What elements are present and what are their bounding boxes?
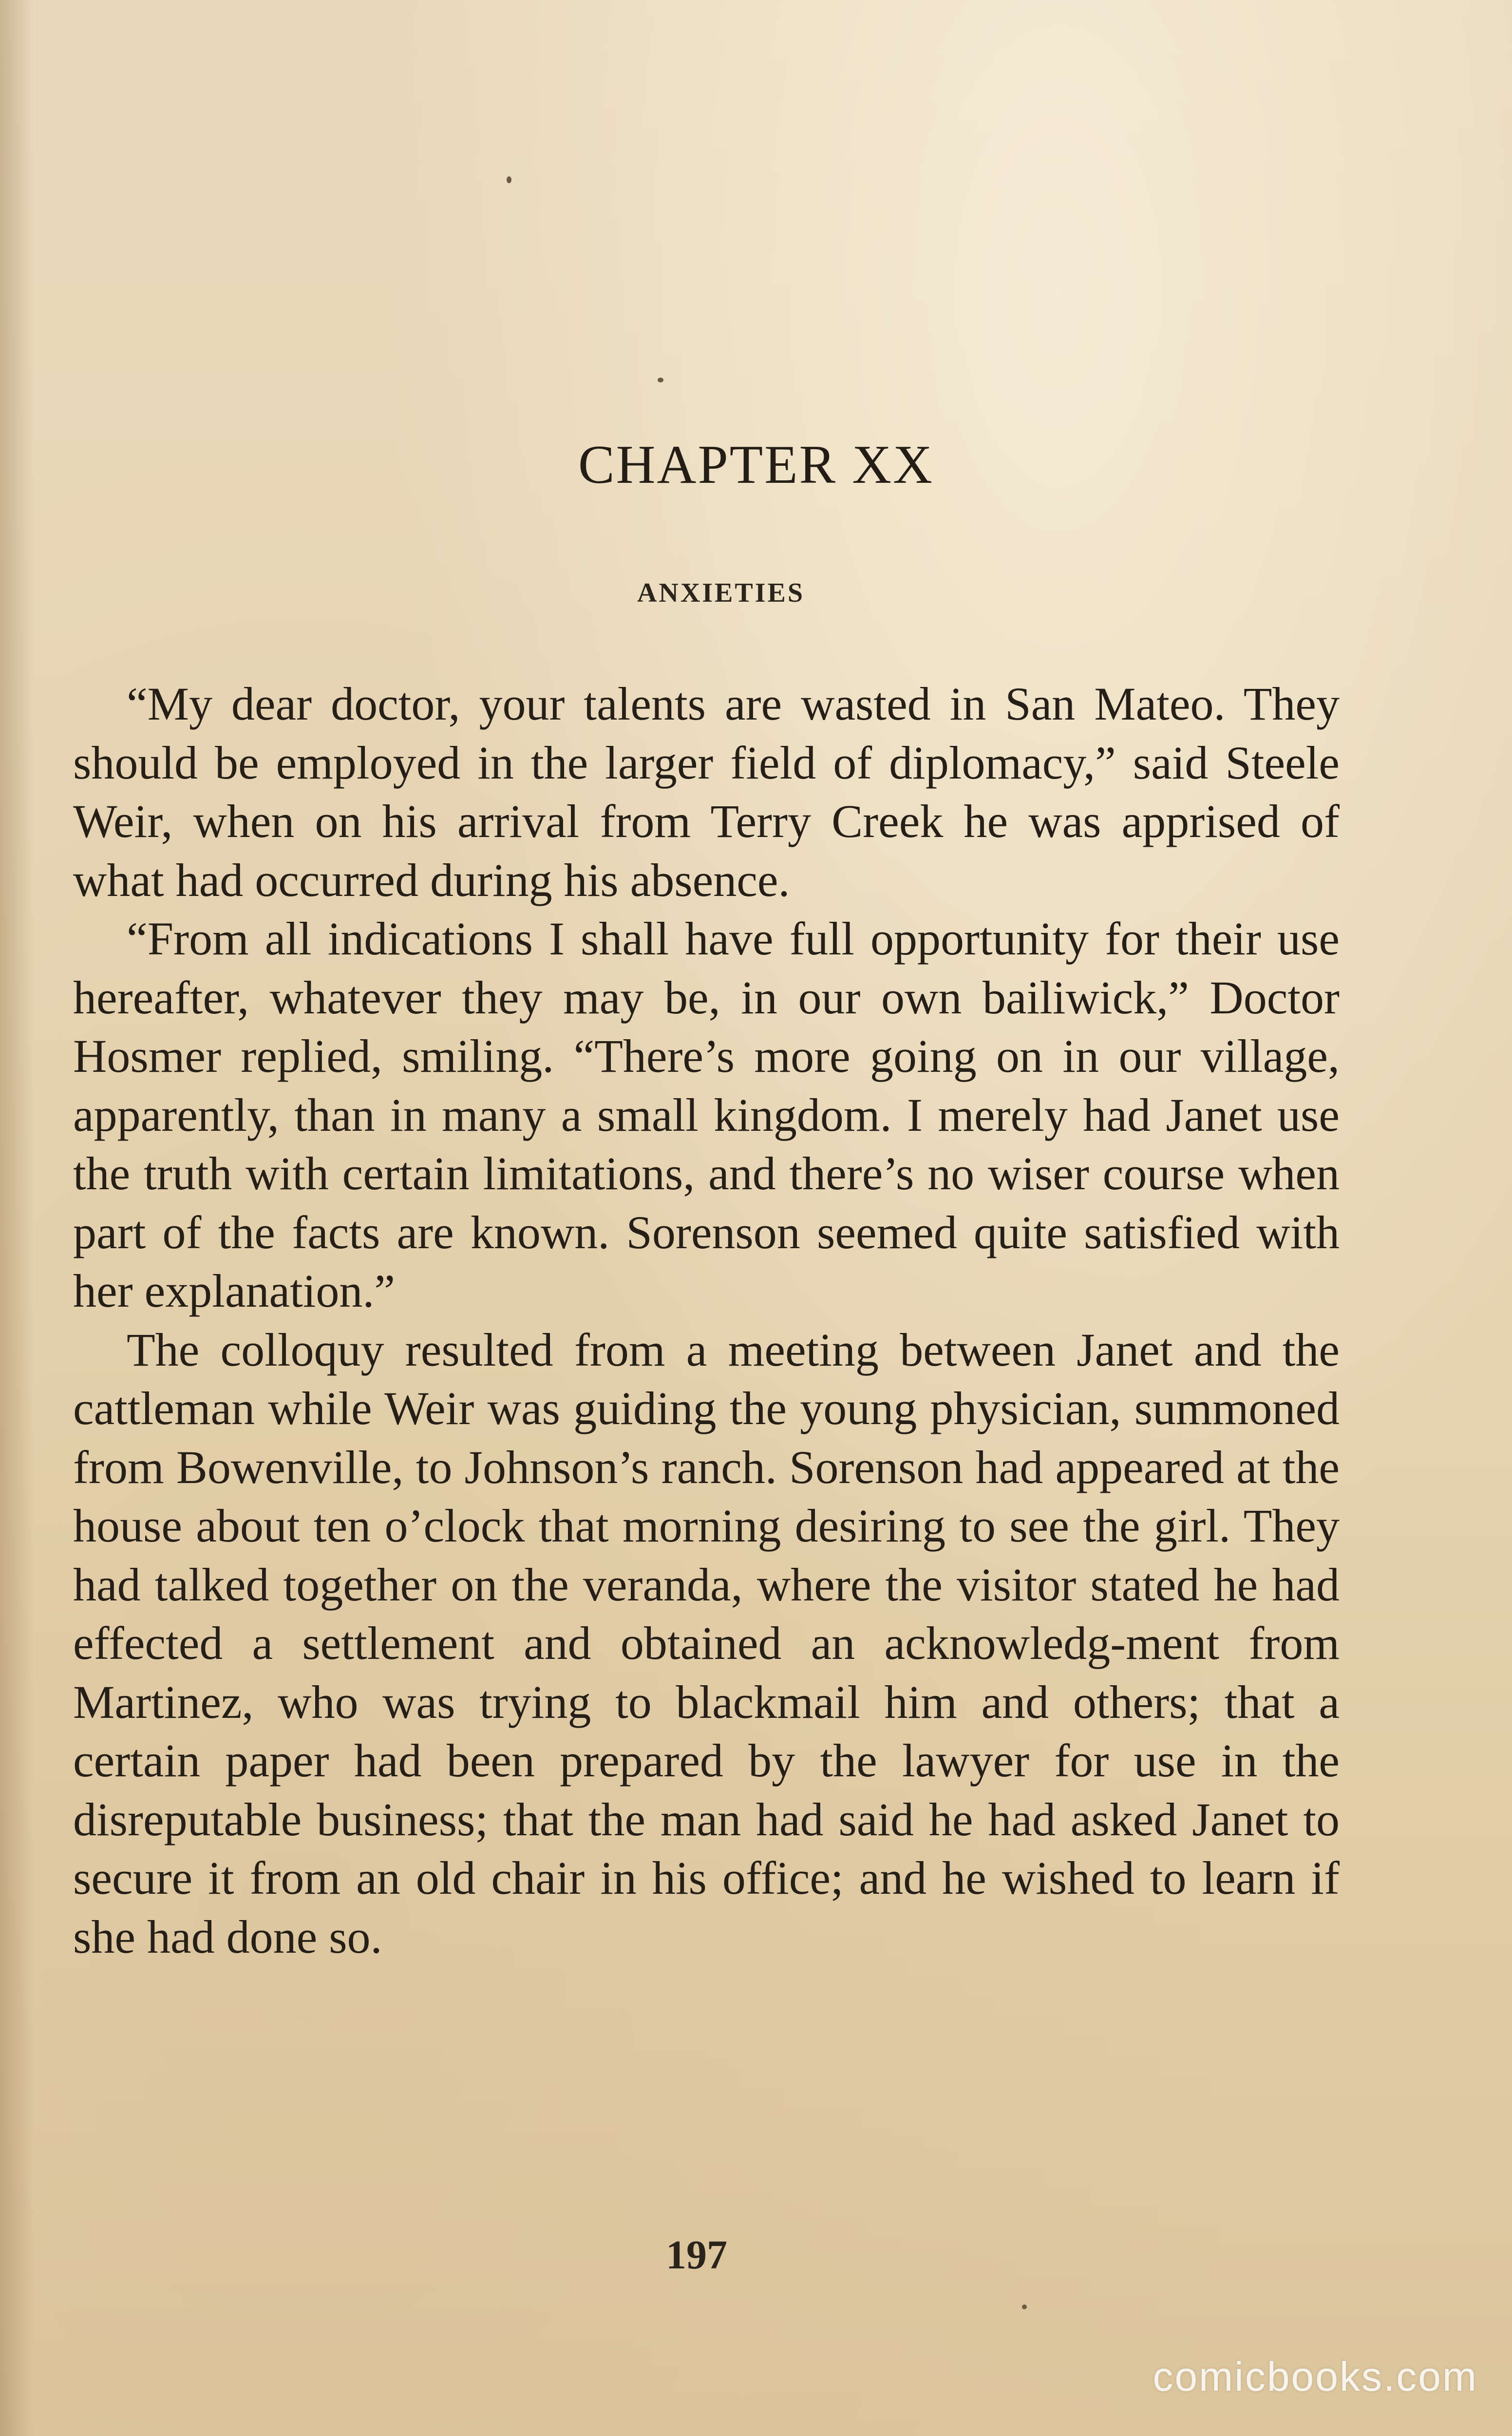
paragraph: The colloquy resulted from a meeting between Janet and the cattleman while Weir was guiding the young physician, summoned from Bowenville, to Johnson’s ranch. Sorenson had appeared at the house about ten o’clock that morning desiring to see the girl. They had talked together on the veranda, where the visitor stated he had effected a settlement and obtained an acknowledg-ment from Martinez, who was trying to blackmail him and others; that a certain paper had been prepared by the lawyer for use in the disreputable business; that the man had said he had asked Janet to secure it from an old chair in his office; and he wished to learn if she had done so.	[73, 1323, 1340, 1963]
paragraph: “From all indications I shall have full opportunity for their use hereafter, whatever they may be, in our own bailiwick,” Doctor Hosmer replied, smiling. “There’s more going on in our village, apparently, than in many a small kingdom. I merely had Janet use the truth with certain limitations, and there’s no wiser course when part of the facts are known. Sorenson seemed quite satisfied with her explanation.”	[73, 913, 1340, 1317]
paragraph: “My dear doctor, your talents are wasted in San Mateo. They should be employed in the larger field of diplomacy,” said Steele Weir, when on his arrival from Terry Creek he was apprised of what had occurred during his absence.	[73, 678, 1340, 906]
chapter-subtitle: ANXIETIES	[637, 578, 805, 608]
watermark: comicbooks.com	[1153, 2354, 1478, 2399]
paper-speck	[1022, 2304, 1027, 2309]
page-gutter-shadow	[0, 0, 34, 2436]
paper-speck	[658, 378, 663, 382]
paper-speck	[507, 176, 511, 183]
chapter-body	[73, 675, 1340, 1966]
chapter-title: CHAPTER XX	[578, 435, 934, 495]
page-number: 197	[666, 2232, 727, 2278]
